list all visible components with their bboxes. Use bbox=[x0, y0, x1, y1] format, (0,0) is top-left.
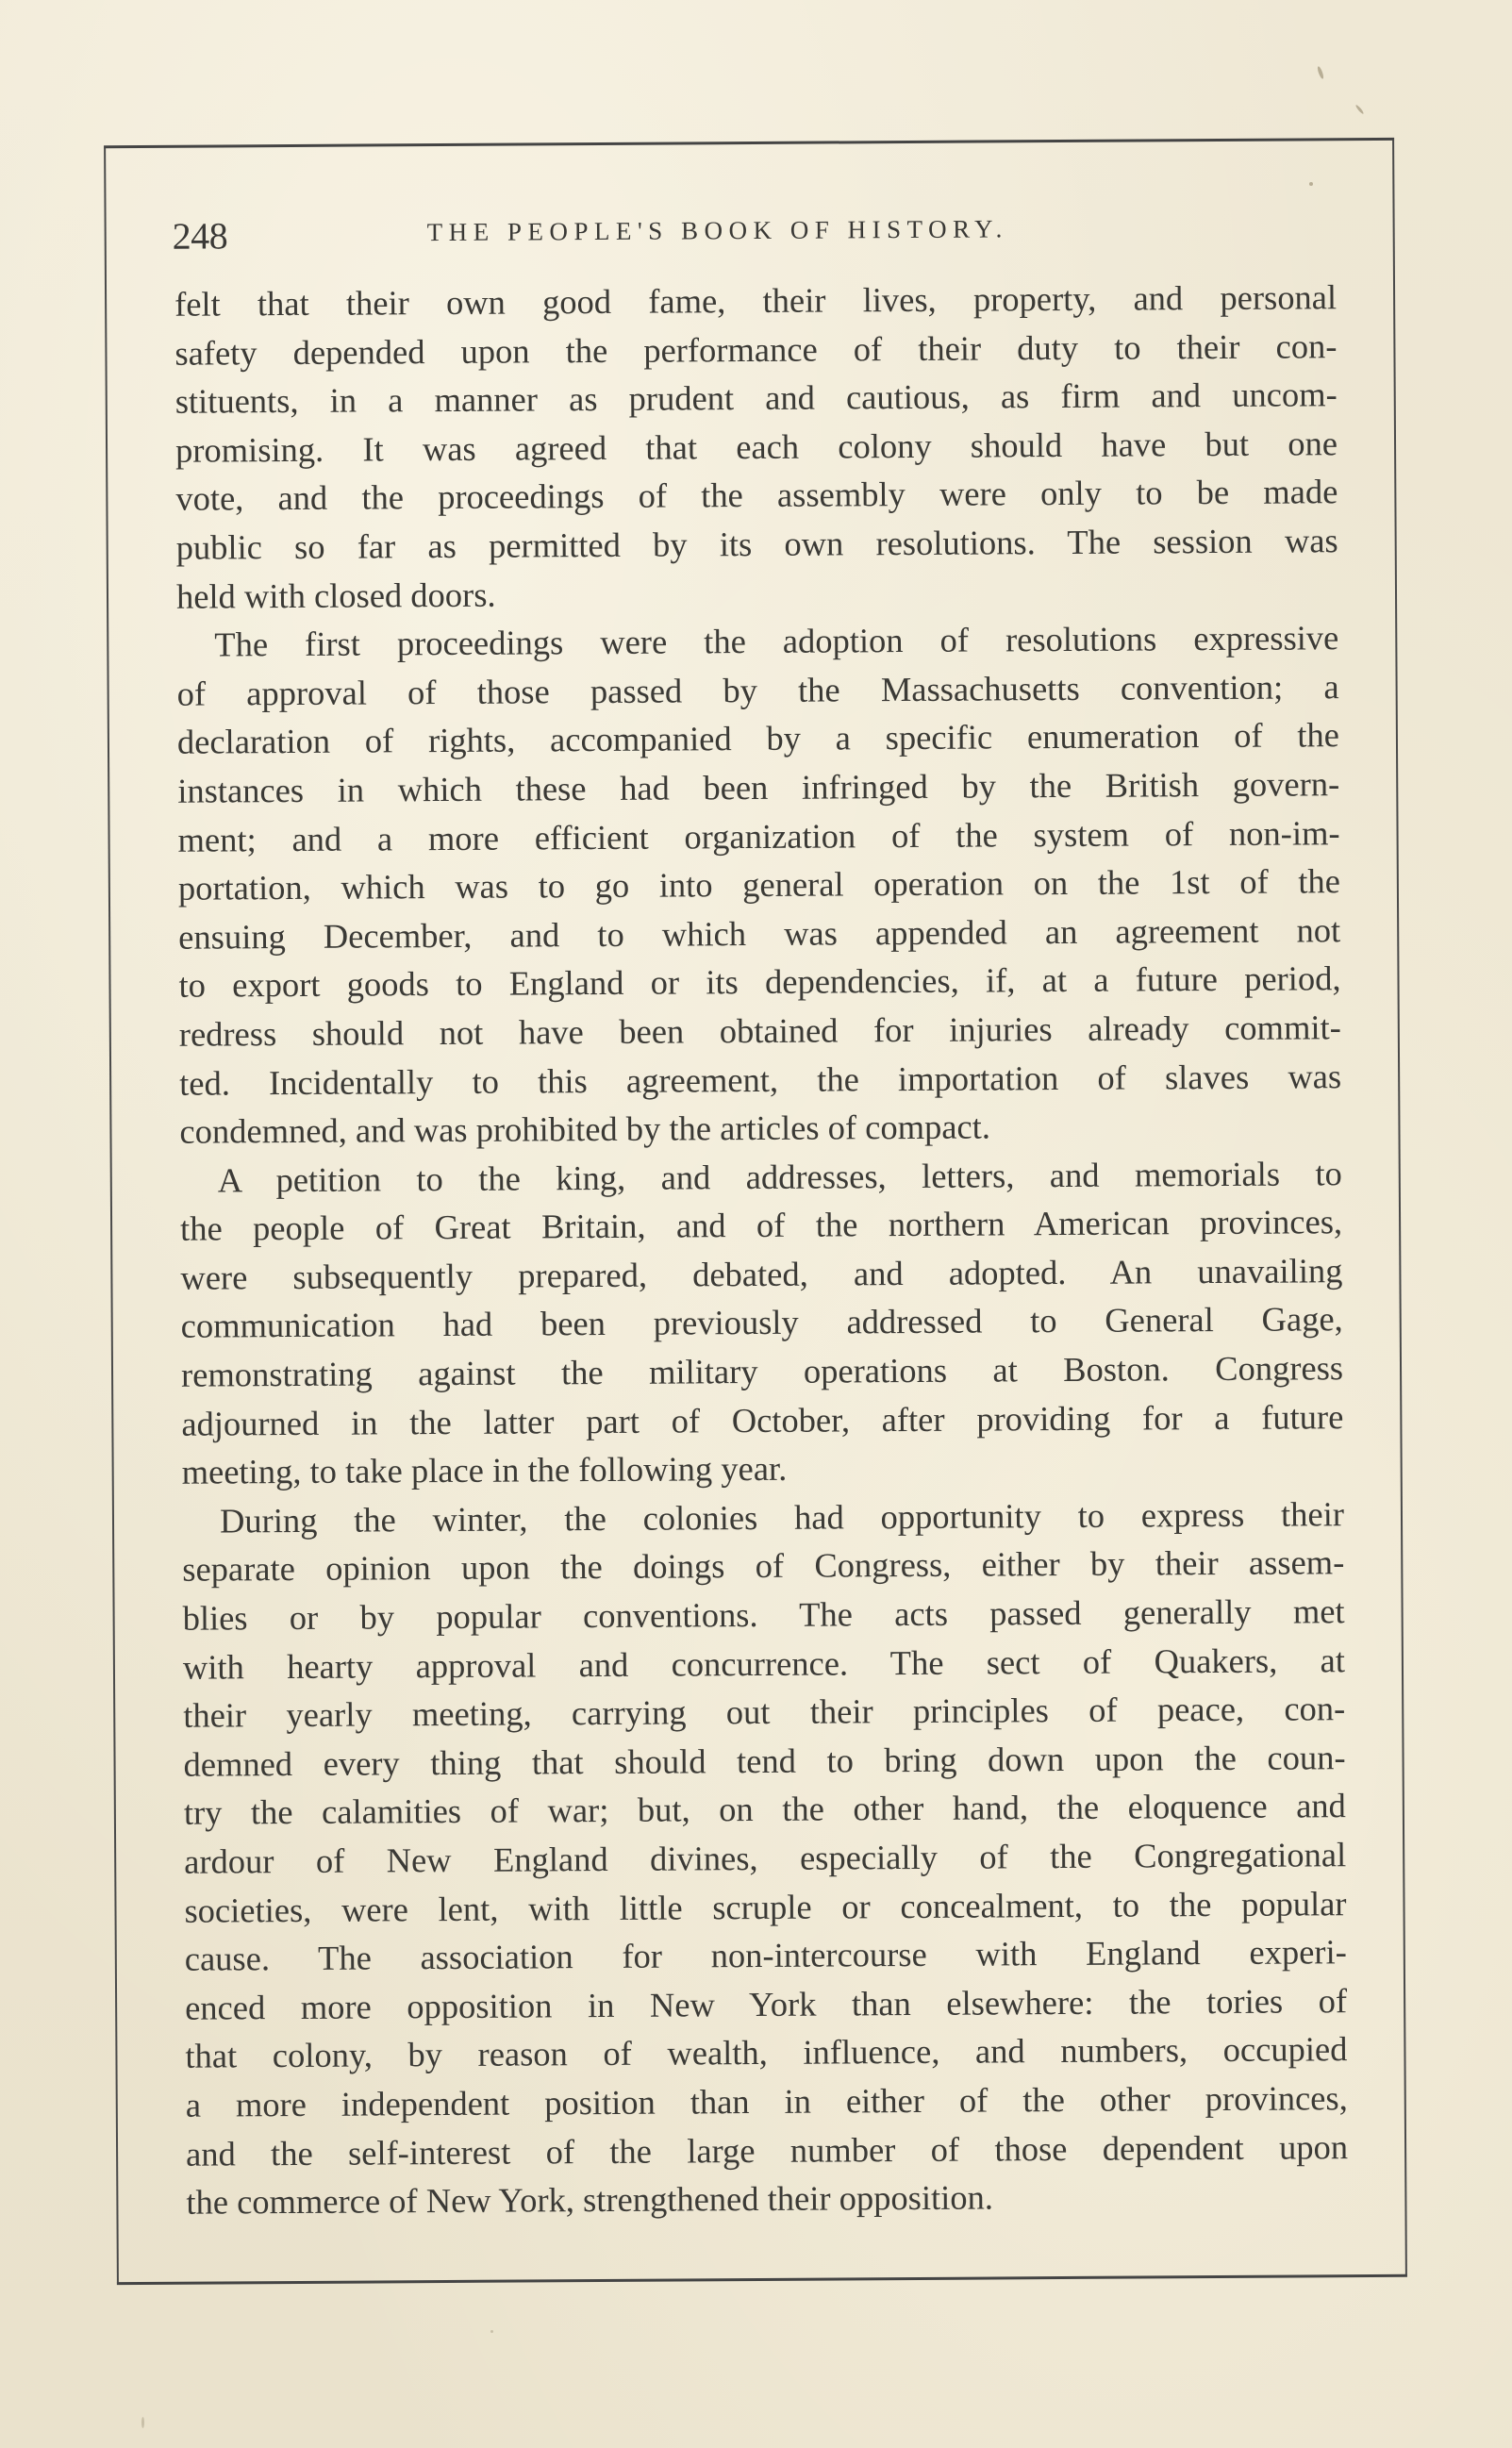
body-text bbox=[174, 273, 1349, 2226]
text-line: cause. The association for non-intercourse with England experi- bbox=[184, 1932, 1347, 1978]
paragraph-2 bbox=[176, 613, 1341, 1156]
text-line: held with closed doors. bbox=[175, 575, 496, 616]
text-line: separate opinion upon the doings of Congress, either by their assem- bbox=[182, 1542, 1345, 1590]
running-head bbox=[173, 207, 1333, 261]
text-line: of approval of those passed by the Massachusetts convention; a bbox=[176, 666, 1339, 713]
text-line: with hearty approval and concurrence. The sect of Quakers, at bbox=[182, 1640, 1346, 1687]
paragraph-3 bbox=[180, 1149, 1344, 1497]
text-line: instances in which these had been infringed by the British govern- bbox=[177, 764, 1340, 810]
text-line: the commerce of New York, strengthened their opposition. bbox=[186, 2177, 994, 2222]
text-line: meeting, to take place in the following year. bbox=[181, 1449, 788, 1491]
text-line: blies or by popular conventions. The acts passed generally met bbox=[182, 1591, 1345, 1638]
text-line: and the self-interest of the large number of those dependent upon bbox=[185, 2126, 1349, 2173]
text-line: a more independent position than in either of the other provinces, bbox=[185, 2078, 1348, 2124]
text-line: declaration of rights, accompanied by a specific enumeration of the bbox=[176, 715, 1340, 762]
text-line: adjourned in the latter part of October, after providing for a future bbox=[181, 1396, 1344, 1443]
page-border-frame bbox=[104, 138, 1407, 2285]
text-line: enced more opposition in New York than elsewhere: the tories of bbox=[185, 1980, 1348, 2027]
paper-speck bbox=[490, 2330, 493, 2333]
text-line: stituents, in a manner as prudent and cautious, as firm and uncom- bbox=[174, 375, 1338, 421]
text-line: to export goods to England or its dependencies, if, at a future period, bbox=[178, 958, 1341, 1006]
paper-speck bbox=[141, 2417, 144, 2428]
text-line: try the calamities of war; but, on the other hand, the eloquence and bbox=[183, 1786, 1346, 1833]
text-line: During the winter, the colonies had opportunity to express their bbox=[219, 1494, 1345, 1540]
text-line: felt that their own good fame, their lives, property, and personal bbox=[174, 277, 1338, 324]
text-line: redress should not have been obtained for injuries already commit- bbox=[178, 1008, 1341, 1054]
text-line: demned every thing that should tend to bring down upon the coun- bbox=[183, 1738, 1346, 1784]
text-line: ted. Incidentally to this agreement, the importation of slaves was bbox=[179, 1056, 1342, 1103]
text-line: ment; and a more efficient organization of the system of non-im- bbox=[177, 812, 1340, 859]
paragraph-1 bbox=[174, 273, 1338, 621]
paragraph-4 bbox=[182, 1490, 1349, 2226]
text-line: remonstrating against the military operations at Boston. Congress bbox=[180, 1348, 1344, 1394]
text-line: portation, which was to go into general operation on the 1st of the bbox=[177, 861, 1340, 908]
text-line: were subsequently prepared, debated, and adopted. An unavailing bbox=[180, 1251, 1343, 1297]
paper-speck bbox=[1354, 104, 1364, 114]
text-line: vote, and the proceedings of the assembly were only to be made bbox=[175, 472, 1338, 519]
page-number: 248 bbox=[172, 214, 228, 258]
text-line: safety depended upon the performance of their duty to their con- bbox=[174, 325, 1338, 373]
text-line: ensuing December, and to which was appended an agreement not bbox=[178, 909, 1341, 957]
text-line: that colony, by reason of wealth, influence, and numbers, occupied bbox=[185, 2029, 1348, 2076]
book-title-header: THE PEOPLE'S BOOK OF HISTORY. bbox=[426, 214, 1008, 247]
text-line: ardour of New England divines, especially of the Congregational bbox=[184, 1835, 1347, 1881]
text-line: communication had been previously addressed to General Gage, bbox=[180, 1299, 1343, 1346]
paper-speck bbox=[1309, 182, 1313, 186]
text-line: public so far as permitted by its own resolutions. The session was bbox=[175, 521, 1338, 567]
text-line: condemned, and was prohibited by the articles of compact. bbox=[179, 1107, 991, 1151]
text-line: their yearly meeting, carrying out their principles of peace, con- bbox=[183, 1689, 1346, 1735]
text-line: the people of Great Britain, and of the northern American provinces, bbox=[179, 1202, 1343, 1249]
text-line: societies, were lent, with little scruple or concealment, to the popular bbox=[184, 1883, 1347, 1930]
text-line: A petition to the king, and addresses, letters, and memorials to bbox=[217, 1153, 1342, 1200]
text-line: The first proceedings were the adoption of resolutions expressive bbox=[214, 618, 1339, 664]
paper-speck bbox=[1317, 66, 1325, 80]
text-line: promising. It was agreed that each colony should have but one bbox=[174, 423, 1338, 470]
